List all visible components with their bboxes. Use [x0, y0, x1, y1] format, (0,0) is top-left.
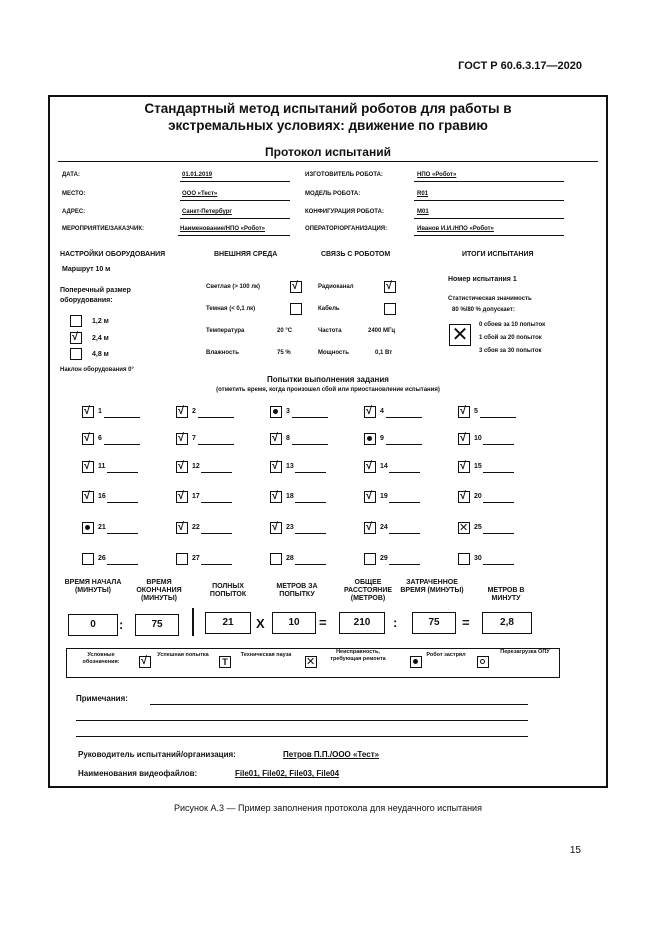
maker-label: ИЗГОТОВИТЕЛЬ РОБОТА:: [305, 172, 383, 178]
spent-label: ЗАТРАЧЕННОЕ ВРЕМЯ (МИНУТЫ): [400, 579, 464, 594]
attempt-number: 23: [286, 524, 294, 531]
form-frame: [48, 95, 608, 788]
attempt-number: 6: [98, 435, 102, 442]
attempts-title: Попытки выполнения задания: [267, 375, 389, 384]
attempt-number: 21: [98, 524, 106, 531]
figure-caption: Рисунок А.3 — Пример заполнения протокола для неудачного испытания: [174, 803, 482, 813]
end-label: ВРЕМЯ ОКОНЧАНИЯ (МИНУТЫ): [136, 579, 182, 602]
attempt-checkbox[interactable]: [364, 433, 376, 445]
video-value: File01, File02, File03, File04: [235, 769, 340, 778]
legend-fault: Неисправность, требующая ремонта: [330, 649, 386, 662]
radio-label: Радиоканал: [318, 284, 354, 290]
date-label: ДАТА:: [62, 172, 80, 178]
attempt-time-line[interactable]: [386, 444, 422, 445]
attempt-checkbox[interactable]: [176, 406, 188, 418]
attempt-number: 28: [286, 555, 294, 562]
operator-label: ОПЕРАТОР/ОРГАНИЗАЦИЯ:: [305, 226, 388, 232]
route: Маршрут 10 м: [62, 266, 111, 273]
attempt-number: 22: [192, 524, 200, 531]
attempt-checkbox[interactable]: [176, 461, 188, 473]
legend-stopped: Робот застрял: [426, 652, 466, 658]
attempt-checkbox[interactable]: [82, 491, 94, 503]
attempt-number: 10: [474, 435, 482, 442]
attempt-time-line[interactable]: [389, 502, 420, 503]
attempt-time-line[interactable]: [389, 564, 420, 565]
form-title-line1: Стандартный метод испытаний роботов для работы в: [144, 101, 512, 116]
dark-label: Темная (< 0,1 лк): [206, 306, 256, 312]
attempt-time-line[interactable]: [389, 533, 420, 534]
place-line: [180, 200, 290, 201]
attempt-number: 25: [474, 524, 482, 531]
video-label: Наименования видеофайлов:: [78, 769, 198, 778]
size-3-label: 4,8 м: [92, 351, 109, 358]
legend-pause: Техническая пауза: [240, 652, 292, 658]
standard-number: ГОСТ Р 60.6.3.17—2020: [458, 60, 582, 72]
attempt-time-line[interactable]: [386, 417, 422, 418]
freq-value: 2400 МГц: [368, 328, 396, 334]
config-line: [414, 218, 564, 219]
attempt-time-line[interactable]: [295, 502, 326, 503]
event-value: Наименование/НПО «Робот»: [180, 226, 266, 232]
attempt-number: 15: [474, 463, 482, 470]
section-results: ИТОГИ ИСПЫТАНИЯ: [462, 251, 534, 258]
attempts-note: (отметить время, когда произошел сбой или приостановление испытания): [216, 387, 440, 393]
attempt-checkbox[interactable]: [458, 491, 470, 503]
manager-value: Петров П.П./ООО «Тест»: [283, 750, 380, 759]
legend-title: Условные обозначения:: [82, 652, 120, 665]
humidity-value: 75 %: [277, 350, 291, 356]
section-environment: ВНЕШНЯЯ СРЕДА: [214, 251, 278, 258]
meters-label: МЕТРОВ ЗА ПОПЫТКУ: [276, 583, 318, 598]
legend-reload-icon: [477, 656, 489, 668]
result-opt3: 3 сбоя за 30 попыток: [479, 348, 542, 354]
attempt-checkbox[interactable]: [82, 406, 94, 418]
date-value: 01.01.2019: [182, 172, 213, 178]
size-label: Поперечный размер оборудования:: [60, 287, 131, 304]
test-number: Номер испытания 1: [448, 276, 517, 283]
legend-reload: Перезагрузка ОПУ: [500, 649, 550, 655]
attempt-checkbox[interactable]: [364, 461, 376, 473]
attempt-checkbox[interactable]: [270, 461, 282, 473]
attempt-number: 2: [192, 408, 196, 415]
size-1-checkbox[interactable]: [70, 315, 82, 327]
config-value: M01: [417, 209, 429, 215]
attempt-number: 5: [474, 408, 478, 415]
temp-label: Температура: [206, 328, 245, 334]
op-multiply: X: [256, 616, 265, 631]
result-failed-mark[interactable]: ✕: [449, 324, 471, 346]
attempt-number: 26: [98, 555, 106, 562]
attempt-time-line[interactable]: [107, 472, 138, 473]
humidity-label: Влажность: [206, 350, 239, 356]
legend-success-icon: [139, 656, 151, 668]
attempt-time-line[interactable]: [295, 472, 326, 473]
attempt-checkbox[interactable]: [82, 461, 94, 473]
power-label: Мощность: [318, 350, 349, 356]
place-value: ООО «Тест»: [182, 191, 218, 197]
form-title-line2: экстремальных условиях: движение по гравию: [168, 118, 488, 133]
attempt-checkbox[interactable]: [458, 553, 470, 565]
form-subtitle: Протокол испытаний: [265, 145, 391, 159]
attempt-checkbox[interactable]: [458, 522, 470, 534]
operator-line: [414, 235, 564, 236]
dist-label: ОБЩЕЕ РАССТОЯНИЕ (МЕТРОВ): [343, 579, 393, 602]
section-comm: СВЯЗЬ С РОБОТОМ: [321, 251, 391, 258]
op-colon2: :: [393, 615, 398, 630]
maker-line: [414, 181, 564, 182]
attempt-number: 13: [286, 463, 294, 470]
manager-label: Руководитель испытаний/организация:: [78, 750, 236, 759]
attempt-number: 4: [380, 408, 384, 415]
attempt-number: 3: [286, 408, 290, 415]
attempt-checkbox[interactable]: [270, 406, 282, 418]
attempt-number: 1: [98, 408, 102, 415]
attempt-time-line[interactable]: [483, 533, 514, 534]
attempt-number: 18: [286, 493, 294, 500]
meters-value[interactable]: 10: [272, 612, 316, 634]
size-2-checkbox[interactable]: [70, 332, 82, 344]
attempt-checkbox[interactable]: [82, 433, 94, 445]
attempt-number: 17: [192, 493, 200, 500]
attempt-number: 20: [474, 493, 482, 500]
attempt-time-line[interactable]: [198, 417, 234, 418]
legend-pause-icon: Т: [219, 656, 231, 668]
date-line: [180, 181, 290, 182]
attempt-checkbox[interactable]: [176, 522, 188, 534]
result-opt1: 0 сбоев за 10 попыток: [479, 322, 546, 328]
attempt-number: 27: [192, 555, 200, 562]
attempt-time-line[interactable]: [295, 533, 326, 534]
attempt-checkbox[interactable]: [176, 553, 188, 565]
config-label: КОНФИГУРАЦИЯ РОБОТА:: [305, 209, 384, 215]
section-equipment: НАСТРОЙКИ ОБОРУДОВАНИЯ: [60, 251, 166, 258]
attempt-checkbox[interactable]: [176, 433, 188, 445]
attempt-checkbox[interactable]: [270, 433, 282, 445]
attempt-number: 12: [192, 463, 200, 470]
size-2-label: 2,4 м: [92, 335, 109, 342]
op-equals2: =: [462, 615, 470, 630]
temp-value: 20 °C: [277, 328, 293, 334]
cable-checkbox[interactable]: [384, 303, 396, 315]
mpm-value[interactable]: 2,8: [482, 612, 532, 634]
attempt-time-line[interactable]: [201, 502, 232, 503]
attempt-checkbox[interactable]: [176, 491, 188, 503]
legend-fault-icon: [305, 656, 317, 668]
start-value[interactable]: 0: [68, 614, 118, 636]
model-label: МОДЕЛЬ РОБОТА:: [305, 191, 361, 197]
operator-value: Иванов И.И./НПО «Робот»: [417, 226, 494, 232]
size-1-label: 1,2 м: [92, 318, 109, 325]
attempt-time-line[interactable]: [201, 472, 232, 473]
freq-label: Частота: [318, 328, 342, 334]
attempt-time-line[interactable]: [201, 533, 232, 534]
dist-value[interactable]: 210: [339, 612, 385, 634]
attempt-time-line[interactable]: [483, 472, 514, 473]
event-label: МЕРОПРИЯТИЕ/ЗАКАЗЧИК:: [62, 226, 144, 232]
size-3-checkbox[interactable]: [70, 348, 82, 360]
attempt-time-line[interactable]: [104, 417, 140, 418]
notes-line1[interactable]: [150, 704, 528, 705]
attempt-time-line[interactable]: [483, 564, 514, 565]
attempt-checkbox[interactable]: [82, 522, 94, 534]
notes-line2[interactable]: [76, 720, 528, 721]
attempt-time-line[interactable]: [480, 417, 516, 418]
tilt: Наклон оборудования 0°: [60, 367, 134, 373]
full-label: ПОЛНЫХ ПОПЫТОК: [209, 583, 247, 598]
attempt-time-line[interactable]: [104, 444, 140, 445]
attempt-time-line[interactable]: [107, 564, 138, 565]
attempt-time-line[interactable]: [107, 533, 138, 534]
attempt-time-line[interactable]: [201, 564, 232, 565]
result-opt2: 1 сбой за 20 попыток: [479, 335, 542, 341]
attempt-checkbox[interactable]: [270, 491, 282, 503]
separator: [192, 608, 194, 636]
maker-value: НПО «Робот»: [417, 172, 457, 178]
address-line: [180, 218, 290, 219]
attempt-number: 29: [380, 555, 388, 562]
power-value: 0,1 Вт: [375, 350, 393, 356]
light-checkbox[interactable]: [290, 281, 302, 293]
op-colon: :: [119, 617, 124, 632]
mpm-label: МЕТРОВ В МИНУТУ: [487, 587, 525, 602]
address-label: АДРЕС:: [62, 209, 86, 215]
model-line: [414, 200, 564, 201]
attempt-time-line[interactable]: [198, 444, 234, 445]
place-label: МЕСТО:: [62, 191, 86, 197]
attempt-number: 9: [380, 435, 384, 442]
full-value[interactable]: 21: [205, 612, 251, 634]
attempt-number: 7: [192, 435, 196, 442]
op-equals: =: [319, 615, 327, 630]
attempt-number: 30: [474, 555, 482, 562]
start-label: ВРЕМЯ НАЧАЛА (МИНУТЫ): [64, 579, 122, 594]
attempt-number: 24: [380, 524, 388, 531]
cable-label: Кабель: [318, 306, 340, 312]
attempt-checkbox[interactable]: [458, 461, 470, 473]
attempt-number: 19: [380, 493, 388, 500]
notes-label: Примечания:: [76, 694, 128, 703]
attempt-checkbox[interactable]: [458, 406, 470, 418]
legend-stopped-icon: [410, 656, 422, 668]
attempt-number: 14: [380, 463, 388, 470]
page-number: 15: [569, 845, 581, 856]
radio-checkbox[interactable]: [384, 281, 396, 293]
stat-line2: 80 %/80 % допускает:: [452, 307, 515, 313]
attempt-number: 8: [286, 435, 290, 442]
model-value: R01: [417, 191, 429, 197]
light-label: Светлая (> 100 лк): [206, 284, 261, 290]
attempt-checkbox[interactable]: [270, 553, 282, 565]
spent-value[interactable]: 75: [412, 612, 456, 634]
attempt-time-line[interactable]: [483, 444, 514, 445]
address-value: Санкт-Петербург: [182, 209, 232, 215]
attempt-checkbox[interactable]: [364, 522, 376, 534]
attempt-checkbox[interactable]: [458, 433, 470, 445]
attempt-checkbox[interactable]: [82, 553, 94, 565]
attempt-number: 11: [98, 463, 106, 470]
attempt-time-line[interactable]: [292, 444, 328, 445]
notes-line3[interactable]: [76, 736, 528, 737]
attempt-time-line[interactable]: [292, 417, 328, 418]
legend-success: Успешная попытка: [157, 652, 209, 658]
stat-line1: Статистическая значимость: [448, 296, 532, 302]
end-value[interactable]: 75: [135, 614, 179, 636]
attempt-time-line[interactable]: [295, 564, 326, 565]
attempt-time-line[interactable]: [483, 502, 514, 503]
attempt-checkbox[interactable]: [270, 522, 282, 534]
attempt-checkbox[interactable]: [364, 406, 376, 418]
attempt-checkbox[interactable]: [364, 491, 376, 503]
attempt-checkbox[interactable]: [364, 553, 376, 565]
event-line: [178, 235, 290, 236]
divider: [58, 161, 598, 162]
attempt-number: 16: [98, 493, 106, 500]
attempt-time-line[interactable]: [107, 502, 138, 503]
attempt-time-line[interactable]: [389, 472, 420, 473]
dark-checkbox[interactable]: [290, 303, 302, 315]
